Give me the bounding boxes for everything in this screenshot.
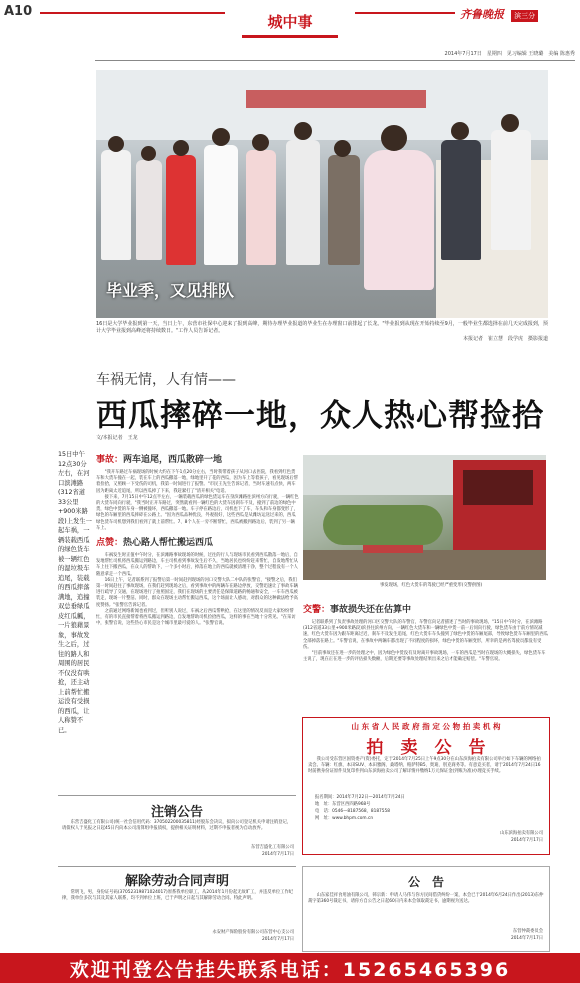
photo-caption: 16日是大学毕业报到第一天，当日上午，东营市社保中心迎来了报到高峰，期待办理毕业报道的毕业生在办理窗口前排起了长龙。"毕业报到从现在开始持续至9月，一般毕业生都选择在前几天完成报到，预计大学毕业报到高峰还将持续数日。"工作人员告诉记者。 bbox=[96, 321, 548, 334]
ad-contact-text: 欢迎刊登公告挂失联系电话：15265465396 bbox=[69, 959, 511, 981]
section-title: 城中事 bbox=[242, 9, 338, 38]
notice-cancel-date: 2014年7月17日 bbox=[261, 852, 294, 857]
paragraph: 接下来，7月15日中午12点半左右，一辆装载西瓜的绿色货运车在垦滨滩路往滨州方向行驶，一辆红色的大货车同向行驶，"我当时正开车路过，突然就看到一辆红色的大货车因刹车不及，撞到了前边的绿色中货，绿色中货的车身一侧被撞坏，西瓜撒落一地。车子停在路边后，司机也下了车，车头和车身都变形了，绿色的车厢里的西瓜摔碎在公路上。"因为西瓜品种优良，外观很好，这些西瓜是从潍坊运送过来的，西瓜绿色货车司机想到我们看到了就上前帮忙。7、8个人在一旁不断帮忙，西瓜被搬到路边后，装到了另一辆车上。 bbox=[96, 494, 299, 531]
header-rule bbox=[40, 12, 225, 14]
subhead-praise: 点赞：热心路人帮忙搬运西瓜 bbox=[96, 538, 214, 549]
auction-web: 网 址：www.bhpm.com.cn bbox=[315, 816, 374, 821]
paragraph: 之前通过网络新闻也看到过，但听别人说过，车祸之后西瓜帮哄抢，在这里的情况反而是大家纷纷帮忙，有的市民直接帮着将西瓜搬运到路边，自发地帮助司机捡拾西瓜，这样的事在当地十分常见。"在采访中，张警官说，这些热心市民是这个城市里最可爱的人。"张警官说。 bbox=[96, 608, 296, 627]
story-headline: 西瓜摔碎一地，众人热心帮捡拾 bbox=[96, 398, 544, 434]
story-column-1 bbox=[96, 453, 299, 798]
auction-reg-time: 报名期间：2014年7月22日—2014年7月24日 bbox=[315, 795, 405, 800]
arbitration-notice bbox=[302, 866, 550, 952]
notice-cancel-sign: 东营吉盛化工有限公司 bbox=[251, 845, 294, 850]
notice-cancel-title: 注销公告 bbox=[150, 805, 203, 820]
photo-caption-title: 毕业季，又见排队 bbox=[106, 281, 235, 300]
story-sidebar: 15日中午12点30分左右，在河口滨滩路(312省道33公里+900米路段)上发生一起车祸，一辆装载西瓜的绿色货车被一辆红色的湿垃圾车追尾，装载的西瓜摔落满地，追撞双总垂绿瓜皮红瓜瓤，一片狼藉景象，事故发生之后，过往的路人和周围的居民不仅没有哄抢，还主动上前帮忙搬运没有受损的西瓜，让人称赞不已。 bbox=[58, 451, 92, 734]
story-kicker: 车祸无情，人有情—— bbox=[96, 372, 236, 388]
accident-photo bbox=[303, 455, 546, 580]
queue-photo bbox=[96, 70, 548, 318]
notice-dismissal-date: 2014年7月17日 bbox=[261, 937, 294, 942]
auction-notice bbox=[302, 717, 550, 855]
notice-dismissal-body: 常明飞，男，身份证号码(37052319871024017)原系我单位职工，从2014年1月份起无故旷工，并违反单位工作纪律，我单位多次与其及其家人联系，均不到单位上班，已于声明之日起与其解除劳动合同。特此声明。 bbox=[62, 890, 294, 902]
masthead-logo: 齐鲁晚报 滨三分 bbox=[460, 3, 576, 21]
accident-photo-caption: 事发现场，红色大货车的驾驶已经严重变形(交警供图) bbox=[380, 583, 483, 588]
arbitration-body: 山东家佳祥食用油有限公司，韩宗新：申请人马伟与你方民间借贷纠纷一案，本会已于2014年6月24日作出(2013)东仲裁字第360号裁定书，请你方自公告之日起60日内来本会领取裁定书，逾期视为送达。 bbox=[308, 893, 544, 905]
photo-credit: 本报记者 崔立慧 段学虎 摄影报道 bbox=[462, 336, 548, 342]
paragraph: "目前事故还在进一步的处理之中，因为绿色中货没有及时离开事故现场，一车的西瓜是当时在现场的大概损失，绿色货车车主说了，现在正在进一步的评估损失数额，后期还要等事故处理结果出来之后才能确定赔偿。"车警官说。 bbox=[303, 651, 546, 663]
ad-contact-banner bbox=[0, 953, 580, 983]
date-line: 2014年7月17日 星期四 见习编辑 王晓璐 美编 陈惠秀 bbox=[444, 51, 575, 57]
auction-date: 2014年7月17日 bbox=[510, 838, 543, 843]
arbitration-title: 公 告 bbox=[407, 875, 444, 889]
header-underline bbox=[95, 60, 575, 61]
auction-phone: 电 话：0546—8187568，8187558 bbox=[315, 809, 390, 814]
auction-sign: 山东滨海拍卖有限公司 bbox=[500, 831, 543, 836]
subhead-police: 交警：事故损失还在估算中 bbox=[303, 605, 412, 615]
auction-address: 地 址：东营区西四路968号 bbox=[315, 802, 371, 807]
story-column-2 bbox=[303, 603, 548, 713]
arbitration-sign: 东营仲裁委员会 bbox=[512, 929, 543, 934]
paragraph: 16日上午，记者联系到了报警后第一时间赶到现场的河口交警大队二中队的张警官，"接警之后，我们第一时间赶往了事故现场，在我们赶到现场之后，看到事故中的两辆车在路边停放，交警迅速让了事故车辆进行疏导了交通，在现场进行了拍照固定，我们在现场的主要责任是保障道路的畅通和安全，一车车西瓜被装走，现场一片整洁。同时，群众在现场主动帮忙搬运西瓜，这个场面让人感动，对群众的这种做法给予高度赞扬。"张警官告诉记者。 bbox=[96, 577, 298, 608]
auction-org: 山 东 省 人 民 政 府 指 定 公 物 拍 卖 机 构 bbox=[351, 722, 501, 731]
story-byline: 文/本报记者 王龙 bbox=[96, 435, 138, 441]
notice-cancel-body: 东营吉盛化工有限公司(统一社会信用代码：370502200035811)经股东会决议，拟向公司登记机关申请注销登记，请债权人于见报之日起45日内向本公司清算组申报债权，提供相关证明材料，过期不申报者视为自动放弃。 bbox=[62, 820, 292, 832]
auction-title: 拍 卖 公 告 bbox=[366, 738, 486, 758]
arbitration-date: 2014年7月17日 bbox=[510, 936, 543, 941]
notice-dismissal-title: 解除劳动合同声明 bbox=[124, 874, 229, 889]
paragraph: 记者联系到了负责事故处理的河口区交警大队的车警官，车警官向记者描述了当时的事故现场，"15日中午时分，在滨滩路(312省道33公里+900米路段)滨县往滨州方向，一辆红色大货车和一辆绿色中货一前一后同向行驶，绿色货车由于前方情况减速，红色大货车因为跟车距离过近，刹车不及发生追尾，红色大货车车头撞到了绿色中货的车厢尾部，导致绿色货车车厢里的西瓜全部掉落在路上。"车警官说，在事故中两辆车都出现了不同程度的损坏，绿色中货的车厢变形，所幸的是两名驾驶员都没有受伤。 bbox=[303, 620, 548, 650]
subhead-accident: 事故：两车追尾，西瓜散碎一地 bbox=[96, 455, 223, 465]
notice-dismissal-sign: 永安财产保险股份有限公司东营中心支公司 bbox=[212, 930, 294, 935]
paragraph: 车祸发生时正值中午时分，在滨滩路事故现场的时候，过往的行人与现场市民看到西瓜散落一地后，自发地帮忙司机将西瓜搬运到路边，车主司机看到事故发生后不久，当地居民也纷纷赶来帮忙，自发地帮忙从车上往下搬西瓜，在众人的帮助下，一个多小时后，掉落在地上的西瓜就被清理干净，整个过程没有一个人随意拿走一个西瓜。 bbox=[96, 553, 298, 577]
paragraph: "我开车路过车祸现场的时候大约在下午1点20分左右，当时我带着孩子从河口去医院，我看到红色货车和大货车撞在一起，装在车上的西瓜撒落一地，绿地里开了花的西瓜，因为车上等着孩子，看见现场后帮着捡拾，又照顾一下受伤的司机，我第一时间进行了报警。"市民王先生告诉记者，当时车速有点快，两车因为距离太近追尾，所以西瓜掉了下来，我赶紧打了"清开相关"电话。 bbox=[96, 470, 298, 494]
page-number: A10 bbox=[4, 4, 33, 19]
header-rule-right bbox=[355, 12, 455, 14]
auction-body: 我公司受东营区国资委产(资)委托，定于2014年7月25日上午9点30分在山东滨海拍卖有限公司举行如下车辆的网络拍卖会。车辆：红旗、本田SUV、本田雅阁、桑塔纳、帕萨特B5、奥迪、别克商务等。有意竞买者，请于2014年7月24日16时前携身份证原件及复印件到山东滨海拍卖公司了解详情并缴纳1万元保证金(到账为准)办理竞买手续。 bbox=[308, 757, 541, 775]
